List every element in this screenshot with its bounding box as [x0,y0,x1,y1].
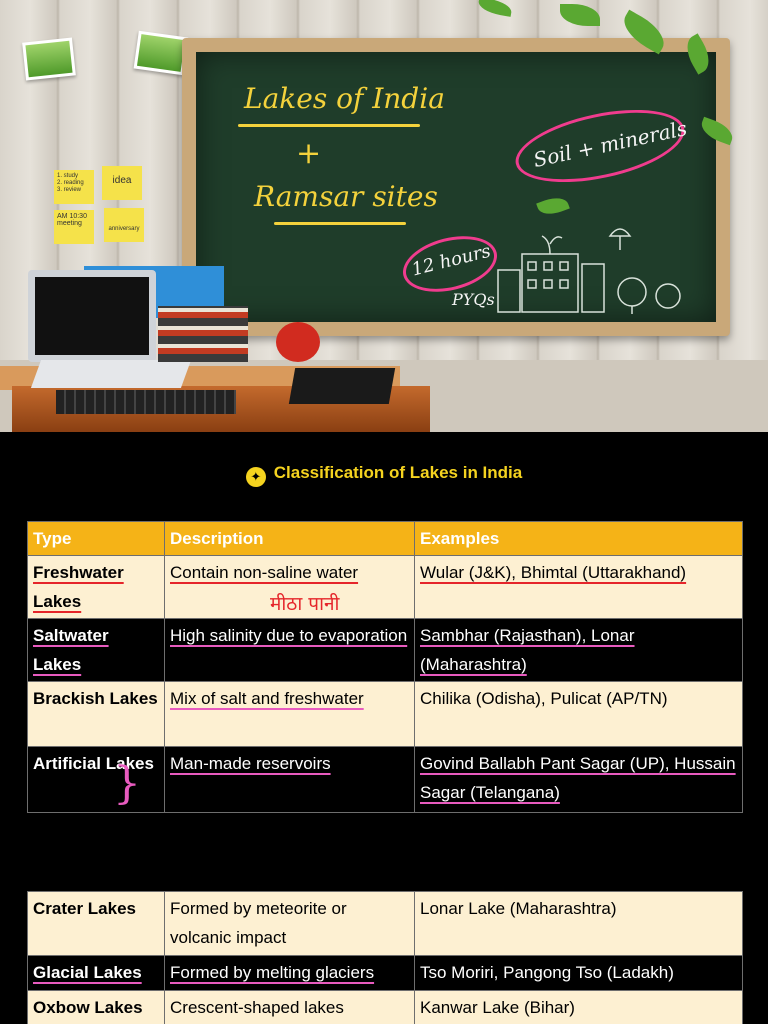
lake-classification-table-continued [27,891,743,1024]
header-examples: Examples [415,522,743,556]
keyboard [56,390,236,414]
table-row [28,682,743,747]
target-icon: ✦ [246,467,266,487]
slide-title-text: Classification of Lakes in India [273,463,523,482]
cell-examples: Lonar Lake (Maharashtra) [415,892,743,956]
header-description: Description [165,522,415,556]
hanging-photo [22,37,76,80]
pyq-note: PYQs [452,290,495,309]
soil-minerals-note: Soil + minerals [531,116,690,172]
cell-description: Contain non-saline water [165,556,415,619]
cell-examples: Chilika (Odisha), Pulicat (AP/TN) [415,682,743,747]
hanging-photo [134,31,189,76]
laptop [28,270,156,362]
cell-description: High salinity due to evaporation [165,619,415,682]
cell-type: Saltwater Lakes [28,619,165,682]
cell-type: Oxbow Lakes [28,991,165,1024]
leaf-decoration [560,4,600,26]
sticky-note-todo: 1. study 2. reading 3. review [54,170,94,204]
chalkboard [196,52,716,322]
handwritten-hindi-note: मीठा पानी [270,593,340,615]
cell-examples: Tso Moriri, Pangong Tso (Ladakh) [415,956,743,991]
hours-note: 12 hours [409,240,493,281]
chalk-city-doodle [492,224,702,314]
laptop-base [31,360,191,388]
cell-description: Formed by melting glaciers [165,956,415,991]
table-header-row [28,522,743,556]
cell-examples: Wular (J&K), Bhimtal (Uttarakhand) [415,556,743,619]
header-type: Type [28,522,165,556]
book-stack [158,306,248,362]
tablet [289,368,395,404]
board-title: Lakes of India [244,82,445,115]
cell-examples: Govind Ballabh Pant Sagar (UP), Hussain Sagar (Telangana) [415,747,743,813]
board-plus: + [296,136,322,171]
title-underline [238,124,420,127]
sticky-note-meeting: AM 10:30 meeting [54,210,94,244]
table-row [28,556,743,619]
slide-title [0,463,768,487]
cell-description: Crescent-shaped lakes [165,991,415,1024]
apple [276,322,320,362]
cell-description: Mix of salt and freshwater [165,682,415,747]
cell-type: Crater Lakes [28,892,165,956]
cell-type: Glacial Lakes [28,956,165,991]
table-row [28,956,743,991]
cell-type: Brackish Lakes [28,682,165,747]
subtitle-underline [274,222,406,225]
board-subtitle: Ramsar sites [254,180,438,213]
cell-examples: Sambhar (Rajasthan), Lonar (Maharashtra) [415,619,743,682]
table-row [28,619,743,682]
sticky-note-anniversary: anniversary [104,208,144,242]
cell-description: Formed by meteorite or volcanic impact [165,892,415,956]
cell-examples: Kanwar Lake (Bihar) [415,991,743,1024]
handwritten-brace: } [113,758,141,809]
table-row [28,991,743,1024]
leaf-decoration [477,0,513,17]
cell-type: Artificial Lakes [28,747,165,813]
cell-type: Freshwater Lakes [28,556,165,619]
table-row [28,892,743,956]
classroom-illustration [0,0,768,432]
sticky-note-idea: idea [102,166,142,200]
cell-description: Man-made reservoirs [165,747,415,813]
